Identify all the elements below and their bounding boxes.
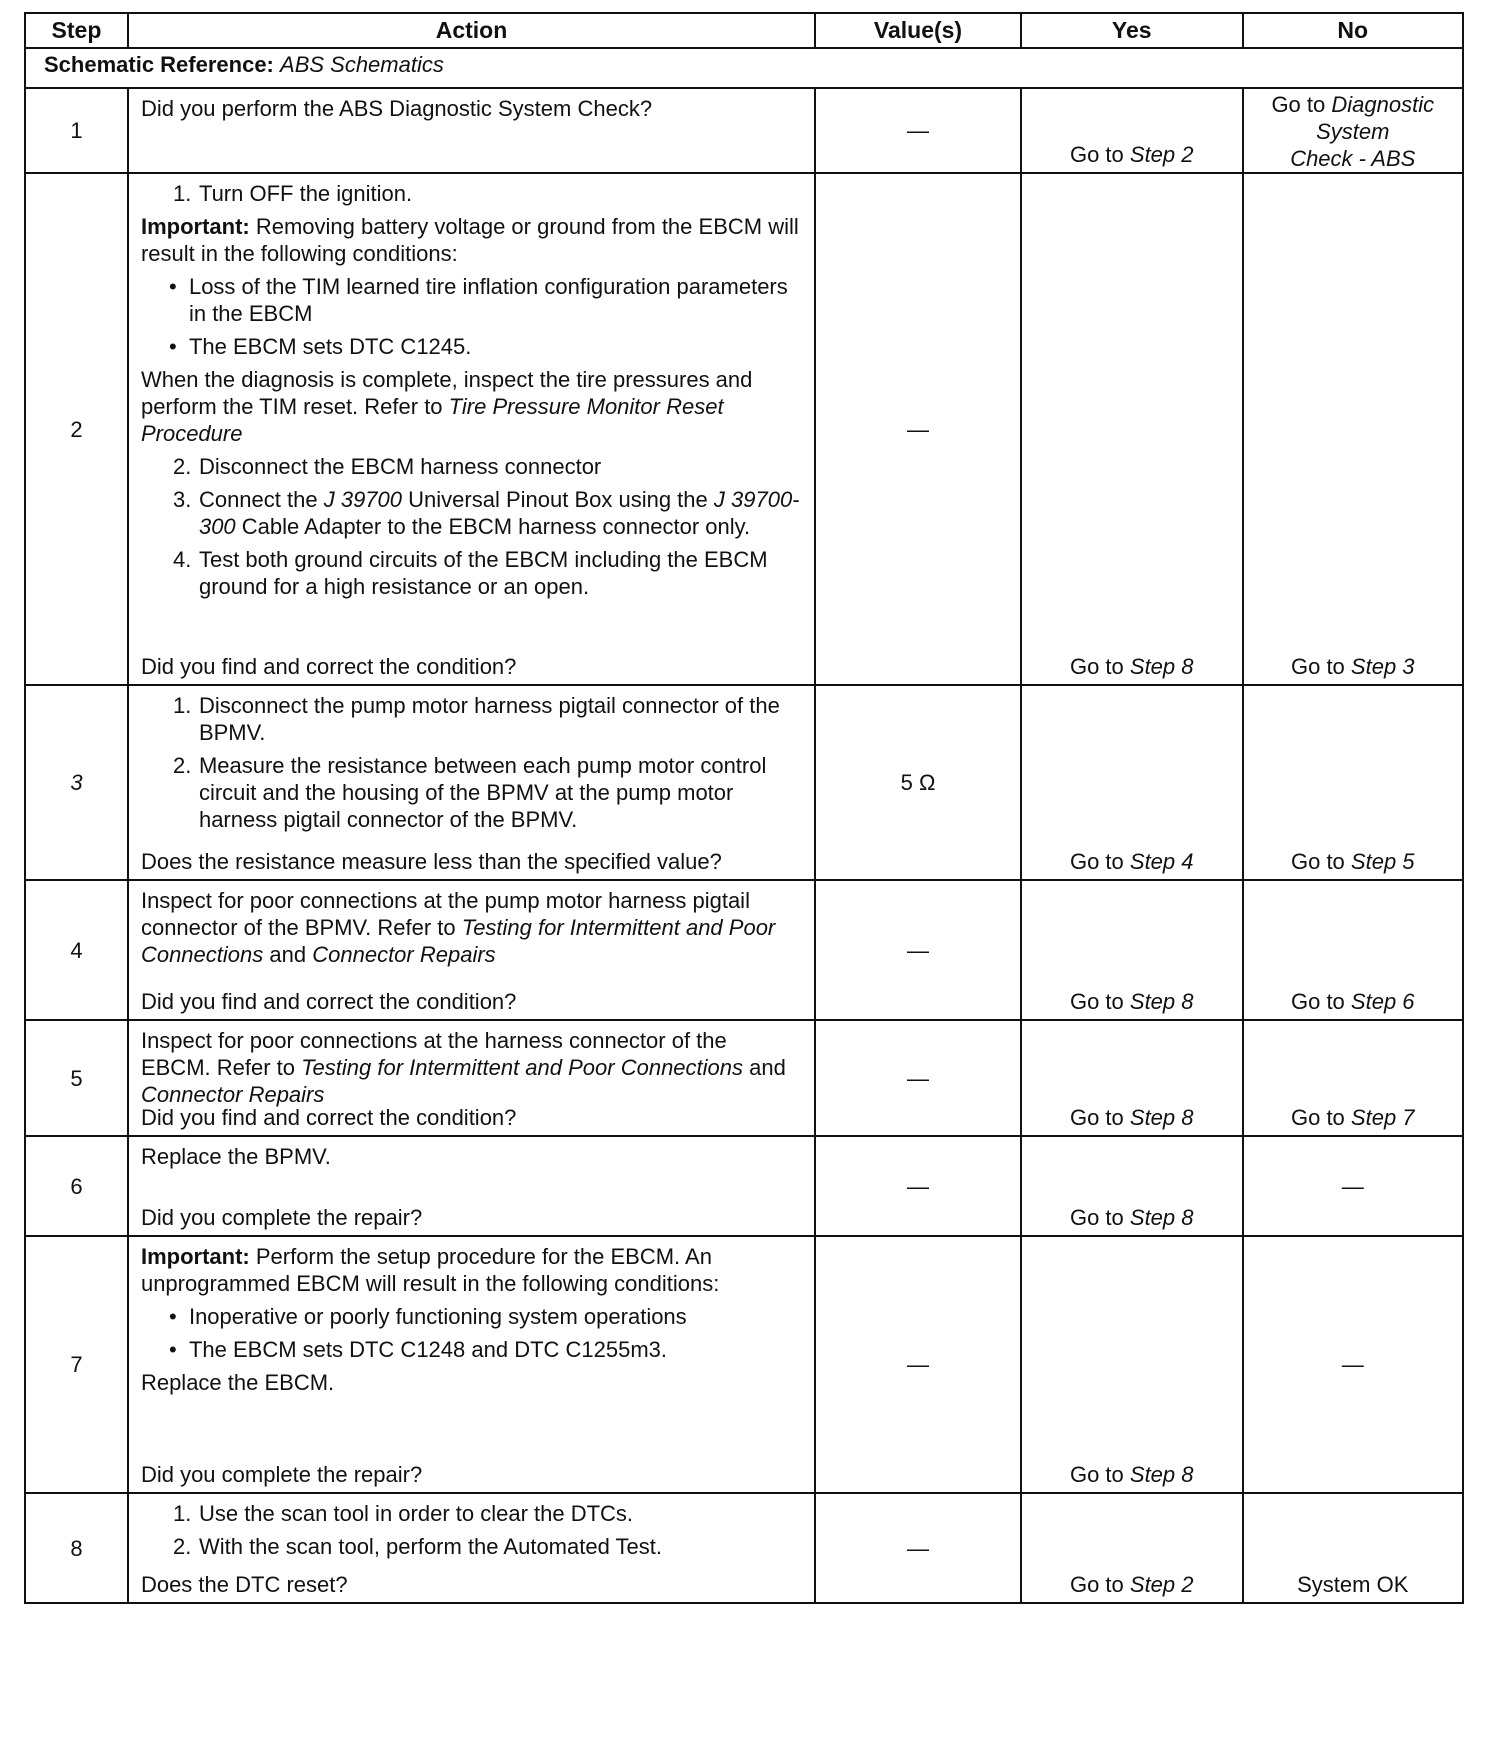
yes-goto: Go to Step 4 [1069,849,1194,874]
step-row-4 [25,880,1463,1020]
question: Did you find and correct the condition? [140,1105,517,1130]
yes-cell [1021,1493,1243,1603]
action-cell [128,1236,815,1493]
value-cell: — [815,880,1021,1020]
substep-2: 2. With the scan tool, perform the Automated Test. [172,1534,663,1559]
header-row [25,13,1463,48]
no-goto: Go to Step 5 [1290,849,1415,874]
yes-cell [1021,173,1243,685]
step-number: 2 [25,173,128,685]
header-step: Step [25,13,128,48]
reset-note: When the diagnosis is complete, inspect the tire pressures and perform the TIM reset. Refer to Tire Pressure Monitor Reset Procedure [140,367,753,446]
bullet-item: • Loss of the TIM learned tire inflation configuration parameters in the EBCM [168,274,788,326]
value-cell: — [815,1136,1021,1236]
substep-2: 2. Measure the resistance between each pump motor control circuit and the housing of the BPMV at the pump motor harness pigtail connector of the BPMV. [172,753,767,832]
no-cell [1243,685,1463,880]
yes-cell [1021,1020,1243,1136]
action-cell [128,1020,815,1136]
bullet-item: • The EBCM sets DTC C1245. [168,334,472,359]
action-cell [128,88,815,173]
bullet-item: • The EBCM sets DTC C1248 and DTC C1255m3. [168,1337,668,1362]
question: Did you complete the repair? [140,1462,423,1487]
substep-2: 2. Disconnect the EBCM harness connector [172,454,602,479]
yes-cell [1021,88,1243,173]
header-yes: Yes [1021,13,1243,48]
action-cell [128,173,815,685]
step-number: 3 [25,685,128,880]
no-cell: — [1243,1136,1463,1236]
header-no: No [1243,13,1463,48]
yes-goto: Go to Step 8 [1069,1462,1194,1487]
replace-note: Replace the EBCM. [140,1370,335,1395]
yes-goto: Go to Step 8 [1069,989,1194,1014]
question: Did you find and correct the condition? [140,654,517,679]
no-cell [1243,173,1463,685]
yes-cell [1021,685,1243,880]
important-note: Important: Removing battery voltage or ground from the EBCM will result in the following conditions: [140,214,799,266]
question: Did you perform the ABS Diagnostic System Check? [140,96,653,121]
question: Did you complete the repair? [140,1205,423,1230]
bullet-item: • Inoperative or poorly functioning system operations [168,1304,687,1329]
question: Does the DTC reset? [140,1572,348,1597]
no-goto: Go to Step 6 [1290,989,1415,1014]
diagnostic-table [24,12,1464,1604]
substep-1: 1. Use the scan tool in order to clear the DTCs. [172,1501,634,1526]
step-number: 5 [25,1020,128,1136]
yes-goto: Go to Step 8 [1069,1205,1194,1230]
step-number: 8 [25,1493,128,1603]
yes-cell [1021,880,1243,1020]
no-cell: — [1243,1236,1463,1493]
value-cell: 5 Ω [815,685,1021,880]
replace-note: Replace the BPMV. [140,1144,331,1169]
value-cell: — [815,1020,1021,1136]
value-cell: — [815,1236,1021,1493]
value-cell: — [815,1493,1021,1603]
yes-goto: Go to Step 2 [1069,1572,1194,1597]
step-row-2 [25,173,1463,685]
step-number: 4 [25,880,128,1020]
schematic-reference-row [25,48,1463,88]
yes-goto: Go to Step 8 [1069,1105,1194,1130]
step-row-8 [25,1493,1463,1603]
value-cell: — [815,88,1021,173]
step-number: 7 [25,1236,128,1493]
no-goto: Go to Step 7 [1290,1105,1415,1130]
schematic-link: ABS Schematics [280,52,444,77]
step-row-1 [25,88,1463,173]
step-number: 6 [25,1136,128,1236]
no-goto: Go to Diagnostic System Check - ABS [1271,92,1435,171]
no-cell [1243,88,1463,173]
important-note: Important: Perform the setup procedure for the EBCM. An unprogrammed EBCM will result in the following conditions: [140,1244,720,1296]
schematic-label: Schematic Reference: [44,52,274,77]
header-action: Action [128,13,815,48]
no-result: System OK [1297,1572,1409,1597]
inspect-note: Inspect for poor connections at the harness connector of the EBCM. Refer to Testing for Intermittent and Poor Connections and Connector Repairs [140,1028,786,1107]
action-cell [128,685,815,880]
header-values: Value(s) [815,13,1021,48]
schematic-reference [25,48,1463,88]
step-row-7 [25,1236,1463,1493]
yes-goto: Go to Step 8 [1069,654,1194,679]
yes-goto: Go to Step 2 [1069,142,1194,167]
question: Does the resistance measure less than the specified value? [140,849,722,874]
no-cell [1243,1020,1463,1136]
yes-cell [1021,1136,1243,1236]
substep-1: 1. Turn OFF the ignition. [172,181,413,206]
value-cell: — [815,173,1021,685]
inspect-note: Inspect for poor connections at the pump motor harness pigtail connector of the BPMV. Refer to Testing for Intermittent and Poor Connections and Connector Repairs [140,888,776,967]
yes-cell [1021,1236,1243,1493]
action-cell [128,880,815,1020]
no-cell [1243,1493,1463,1603]
action-cell [128,1136,815,1236]
no-cell [1243,880,1463,1020]
step-row-6 [25,1136,1463,1236]
no-goto: Go to Step 3 [1290,654,1415,679]
substep-4: 4. Test both ground circuits of the EBCM including the EBCM ground for a high resistance or an open. [172,547,768,599]
action-cell [128,1493,815,1603]
substep-3: 3. Connect the J 39700 Universal Pinout Box using the J 39700-300 Cable Adapter to the EBCM harness connector only. [172,487,800,539]
question: Did you find and correct the condition? [140,989,517,1014]
step-number: 1 [25,88,128,173]
step-row-5 [25,1020,1463,1136]
substep-1: 1. Disconnect the pump motor harness pigtail connector of the BPMV. [172,693,780,745]
step-row-3 [25,685,1463,880]
